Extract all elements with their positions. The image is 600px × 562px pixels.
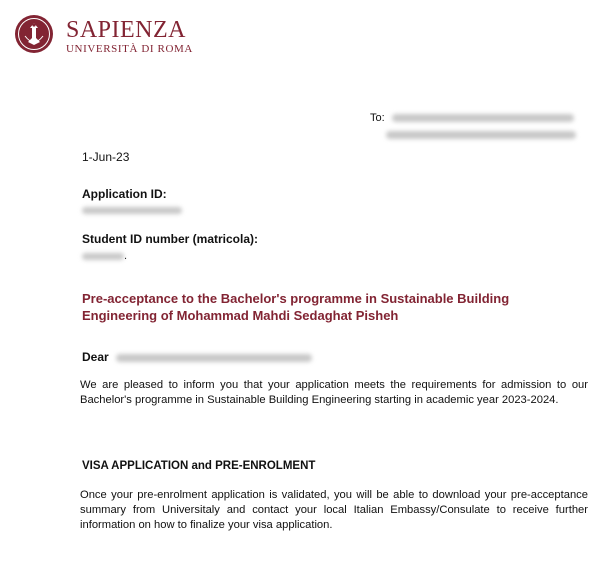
application-id-label: Application ID:	[82, 187, 167, 201]
recipient-block	[370, 110, 576, 144]
letter-subject: Pre-acceptance to the Bachelor's programme in Sustainable Building Engineering of Mohammad Mahdi Sedaghat Pisheh	[82, 291, 510, 323]
redacted-addressee-name	[116, 354, 312, 362]
student-id-label: Student ID number (matricola):	[82, 232, 259, 246]
body-paragraph-2: Once your pre-enrolment application is validated, you will be able to download your pre-acceptance summary from Universitaly and contact your local Italian Embassy/Consulate to receive further information on how to finalize your visa application.	[80, 489, 588, 531]
salutation	[82, 350, 312, 364]
sapienza-seal-icon	[14, 14, 54, 54]
redacted-recipient-name	[392, 114, 574, 122]
to-label: To:	[370, 112, 385, 124]
brand-wordmark	[66, 18, 193, 55]
redacted-student-id	[82, 253, 124, 260]
brand-subtitle: UNIVERSITÀ DI ROMA	[66, 43, 193, 55]
application-id-value	[82, 203, 182, 217]
redacted-application-id	[82, 207, 182, 214]
redacted-recipient-email	[386, 131, 576, 139]
student-id-suffix: .	[124, 250, 128, 262]
student-id-value	[82, 250, 127, 262]
letter-date: 1-Jun-23	[82, 150, 130, 164]
salutation-word: Dear	[82, 350, 109, 364]
body-paragraph-1: We are pleased to inform you that your application meets the requirements for admission to our Bachelor's programme in Sustainable Building Engineering starting in academic year 2023-2024.	[80, 379, 588, 406]
brand-name: SAPIENZA	[66, 17, 187, 43]
section-heading: VISA APPLICATION and PRE-ENROLMENT	[82, 460, 316, 472]
